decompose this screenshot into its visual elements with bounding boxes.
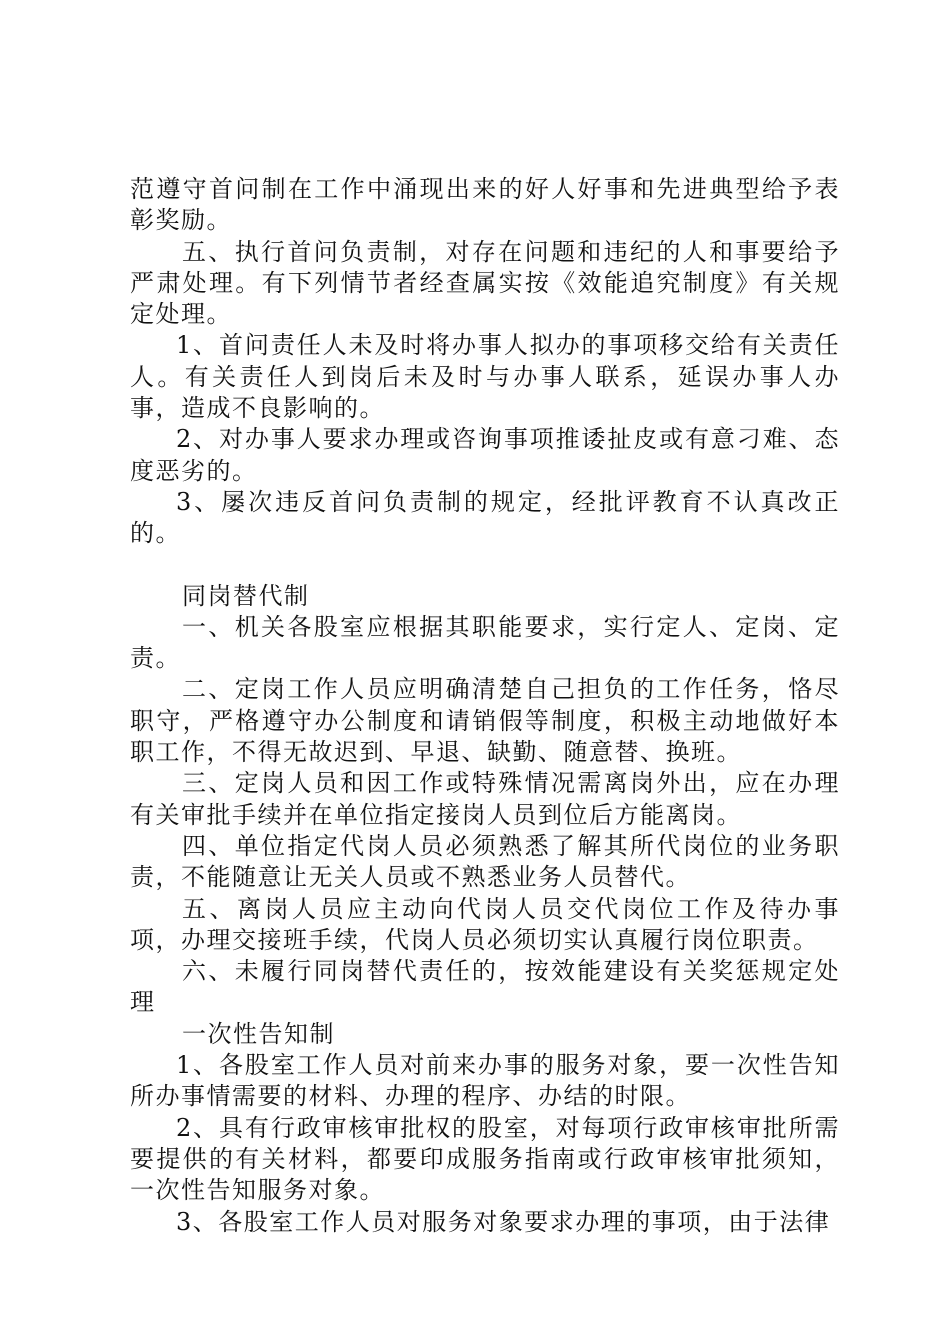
paragraph-notice-1: 1、各股室工作人员对前来办事的服务对象，要一次性告知所办事情需要的材料、办理的程序、办结的时限。 xyxy=(130,1051,840,1111)
paragraph-substitution-3: 三、定岗人员和因工作或特殊情况需离岗外出，应在办理有关审批手续并在单位指定接岗人员到位后方能离岗。 xyxy=(130,769,840,829)
section-heading-one-time-notice: 一次性告知制 xyxy=(182,1019,335,1048)
document-body xyxy=(130,174,840,1238)
paragraph-item-five-accountability: 五、执行首问负责制，对存在问题和违纪的人和事要给予严肃处理。有下列情节者经查属实按《效能追究制度》有关规定处理。 xyxy=(130,237,840,329)
paragraph-subitem-3: 3、屡次违反首问负责制的规定，经批评教育不认真改正的。 xyxy=(130,487,840,548)
paragraph-substitution-4: 四、单位指定代岗人员必须熟悉了解其所代岗位的业务职责，不能随意让无关人员或不熟悉业务人员替代。 xyxy=(130,831,840,892)
paragraph-notice-2: 2、具有行政审核审批权的股室，对每项行政审核审批所需要提供的有关材料，都要印成服务指南或行政审核审批须知，一次性告知服务对象。 xyxy=(130,1113,840,1205)
paragraph-commendation: 范遵守首问制在工作中涌现出来的好人好事和先进典型给予表彰奖励。 xyxy=(130,175,840,235)
paragraph-substitution-6: 六、未履行同岗替代责任的，按效能建设有关奖惩规定处理 xyxy=(130,957,840,1017)
paragraph-substitution-5: 五、离岗人员应主动向代岗人员交代岗位工作及待办事项，办理交接班手续，代岗人员必须切实认真履行岗位职责。 xyxy=(130,894,840,954)
section-heading-substitution: 同岗替代制 xyxy=(182,581,310,610)
paragraph-substitution-1: 一、机关各股室应根据其职能要求，实行定人、定岗、定责。 xyxy=(130,612,840,673)
paragraph-subitem-2: 2、对办事人要求办理或咨询事项推诿扯皮或有意刁难、态度恶劣的。 xyxy=(130,425,840,485)
paragraph-substitution-2: 二、定岗工作人员应明确清楚自己担负的工作任务，恪尽职守，严格遵守办公制度和请销假等制度，积极主动地做好本职工作，不得无故迟到、早退、缺勤、随意替、换班。 xyxy=(130,675,840,767)
paragraph-notice-3: 3、各股室工作人员对服务对象要求办理的事项，由于法律 xyxy=(176,1207,831,1236)
paragraph-subitem-1: 1、首问责任人未及时将办事人拟办的事项移交给有关责任人。有关责任人到岗后未及时与办事人联系，延误办事人办事，造成不良影响的。 xyxy=(130,331,840,423)
